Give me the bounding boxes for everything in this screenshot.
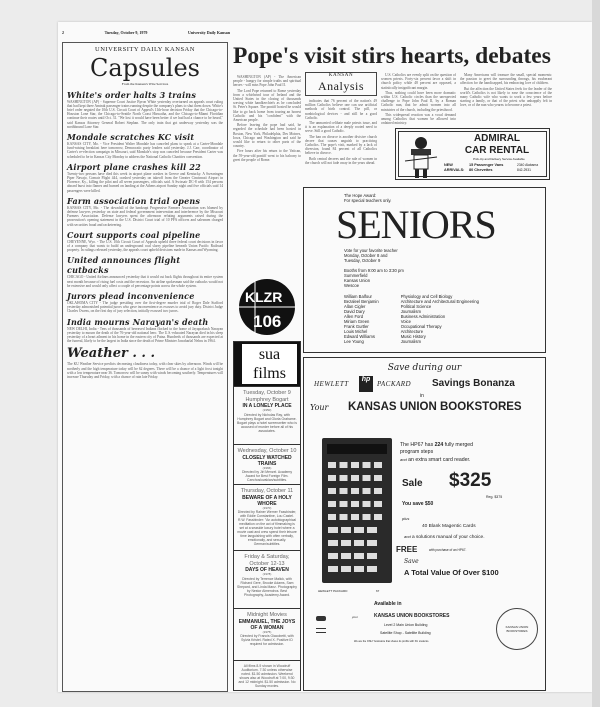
calculator-key	[340, 514, 348, 520]
calculator-key	[374, 488, 382, 494]
film-date: Friday & Saturday, October 12-13	[244, 554, 290, 567]
save-during-heading: Save during our	[387, 363, 462, 373]
calculator-key	[351, 488, 359, 494]
nominee-department: Voice	[400, 319, 411, 324]
calculator-key	[328, 566, 338, 572]
vote-line: Tuesday, October 9	[344, 258, 381, 263]
folio-paper: University Daily Kansan	[187, 30, 230, 35]
your-script: your	[352, 615, 358, 619]
article-paragraph: The ban on divorce is another divisive church decree that causes anguish to practicing Catholics. The pope's visit, marked by a lack of diversion, found 84 percent of all Catholics believe in divorce.	[305, 134, 377, 156]
regular-price: Reg. $375	[486, 495, 503, 499]
booth-location: Kansas Union	[344, 278, 371, 283]
calculator-key	[351, 475, 359, 481]
calculator-key	[354, 540, 364, 546]
article-headline: Pope's visit stirs hearts, debates	[233, 43, 551, 69]
film-date: Tuesday, October 9	[243, 390, 291, 396]
capsule-body: Twenty-two persons have died this week in airport plane crashes in Greece and Kentucky. A Swearingen Piper Navajo, Comair Flight 444, crashed yesterday on takeoff from the Greater Cincinnati Airport in Florence, Ky., killing the pilot and all seven passengers, officials said. A Swissair DC-8 with 154 persons aboard burst into flames and burned on landing at the Athens airport Sunday night and five officials said 14 passengers were killed.	[67, 171, 223, 193]
calculator-key	[363, 475, 371, 481]
film-listing	[234, 386, 300, 444]
nominee-name: Bezaleel Benjamin	[344, 299, 379, 304]
capsule-headline: India mourns Narayan's death	[67, 316, 209, 327]
capsule-headline: Mondale scratches KC visit	[67, 131, 195, 142]
calculator-key	[374, 475, 382, 481]
calculator-key	[351, 514, 359, 520]
film-listing	[234, 550, 300, 608]
article-column-1	[233, 75, 301, 255]
capsules-section	[62, 42, 228, 692]
calculator-key	[367, 566, 377, 572]
film-desc: Directed by Francis Giacobetti, with Sylvia Kristel. Rated X. Positive ID required for admission.	[240, 634, 294, 647]
calculator-key	[328, 475, 336, 481]
capsule-headline: Weather . . .	[67, 346, 155, 362]
film-year: (1970)	[262, 505, 272, 510]
film-title: DAYS OF HEAVEN	[245, 567, 289, 573]
admiral-title-1: ADMIRAL	[473, 133, 521, 144]
available-in: Available in	[374, 601, 402, 607]
nominee-name: Allen Ford	[344, 314, 364, 319]
film-desc: Directed by Terrence Malick, with Richard Gere, Brooke Adams, Sam Shepard, and Linda Manz. Photography by Nestor Almendros. Best Photography, Academy Award.	[237, 576, 297, 597]
calculator-key	[367, 540, 377, 546]
calculator-key	[351, 501, 359, 507]
film-desc: Directed by Nicholas Ray, with Humphrey Bogart and Gloria Grahame. Bogart plays a hotel screenwriter who is accused of murder before all of his associates.	[237, 412, 297, 433]
capsule-body: KANSAS CITY, Mo. - Vice President Walter Mondale has canceled plans to speak at a Carter-Mondale fund-raising breakfast here tomorrow, Democratic party leaders said yesterday. J.J. Carr, coordinator of Carter's re-election campaign in Missouri, said Mondale's stop was canceled because President Carter was scheduled to be in Kansas City Monday to address the National Catholic Charities convention.	[67, 141, 223, 159]
capsule-body: WASHINGTON (AP) - Supreme Court Justice Byron White yesterday overturned an appeals court ruling that had kept three Amtrak passenger trains running despite the company's plans to shut them down. White's brief order negated the 10th U.S. Circuit Court of Appeal's 11th-hour decision Friday that the Chicago-to-Houston Lone Star, the Chicago-to-Seattle North Coast Hiawatha, and the Chicago-to-Miami Floridian continue their routes until Oct. 31. "We lost it would have been better if we had had a chance to be heard," said Kansas Attorney General Robert Stephan. The only train that got underway yesterday was the northbound Lone Star.	[67, 99, 223, 129]
free-note: with purchase of an HP67.	[429, 548, 467, 552]
capsule-body: CHEYENNE, Wyo. - The U.S. 10th Circuit Court of Appeals upheld three federal court decisions in favor of a company that wants to build an underground coal slurry pipeline beneath Union Pacific Railroad property. In rulings released yesterday, the appeals court upheld decisions made in Kansas and Wyoming.	[67, 239, 223, 253]
vote-line: Vote for your favorite teacher	[344, 248, 398, 253]
sua-films-listing	[233, 341, 301, 691]
film-year: (1978)	[262, 572, 272, 576]
store-name: KANSAS UNION BOOKSTORES	[348, 401, 522, 413]
folio-date: Tuesday, October 9, 1979	[104, 30, 148, 35]
calc-caption-model: 67	[376, 589, 380, 593]
nominee-name: William Balfour	[344, 294, 372, 299]
calculator-key	[374, 514, 382, 520]
article-paragraph: The Lord Pope returned to Rome yesterday from a whirlwind tour of Ireland and the United States in the closing of thousands waving white handkerchiefs as he concluded St. Peter's Square. The pontiff hosted he would like to go back home from touring an honest Catholic and his "confident" with the American people.	[233, 88, 301, 123]
nominee-name: Louis Michel	[344, 329, 368, 334]
nominee-name: Miriam Green	[344, 319, 370, 324]
admiral-address: 2340 Alabama	[517, 163, 539, 167]
calculator-key	[328, 527, 338, 533]
nominee-department: Physiology and Cell Biology	[400, 294, 453, 299]
calculator-key	[341, 553, 351, 559]
nominee-department: Journalism	[400, 309, 421, 314]
profit-footnote: We are the ONLY bookstore that shares its profits with KU students.	[354, 640, 430, 643]
mascot-illustration-icon	[403, 135, 441, 179]
admiral-tagline: Pick-Up and Delivery Service Available	[473, 157, 525, 161]
capsules-subtitle: From the Kansan's Wire Services	[121, 82, 169, 86]
hp-copy: program steps	[400, 449, 434, 455]
hp-logo-icon: hp	[359, 376, 373, 392]
program-steps-count: 224	[434, 442, 444, 448]
radio-frequency: 106	[253, 312, 282, 331]
store-location: Level 2 Main Union Building	[384, 623, 428, 627]
film-date: Wednesday, October 10	[237, 448, 297, 454]
credit-card-icon	[316, 628, 326, 633]
total-value: A Total Value Of Over $100	[404, 568, 499, 577]
calculator-key	[354, 527, 364, 533]
hp-copy: fully merged	[444, 442, 473, 448]
nominee-department: Journalism	[400, 339, 421, 344]
article-column-3	[381, 73, 456, 125]
nominee-department: Business Administration	[400, 314, 446, 319]
analysis-kicker: KANSAN	[328, 73, 354, 78]
save-script: Save	[404, 558, 419, 565]
arrivals-label: ARRIVALS:	[444, 167, 465, 172]
nominee-name: Frank Gurtler	[344, 324, 369, 329]
scan-margin	[592, 0, 600, 707]
article-paragraph: indicates that 76 percent of the nation's 49 million Catholics believe one can use artificial methods of birth control. The pill, or nonbiological devices - and still be a good Catholic.	[305, 99, 377, 120]
nominee-department: Architecture	[400, 329, 424, 334]
article-paragraph: Before leaving the pope had said, he regarded the schedule had been hosted in Boston, New York, Philadelphia, Des Moines, Iowa, Chicago and Washington and said he would like to return to other parts of the country.	[233, 123, 301, 149]
calculator-display	[327, 444, 387, 454]
new-label: NEW	[444, 163, 453, 167]
hp-brand-right: PACKARD	[377, 380, 412, 388]
calculator-key	[341, 566, 351, 572]
capsule-headline: United announces flight cutbacks	[67, 255, 181, 276]
hope-award-intro: For special teachers only.	[344, 198, 392, 203]
calculator-key	[340, 488, 348, 494]
sale-price: $325	[449, 470, 492, 491]
calculator-key	[328, 553, 338, 559]
booth-location: Wescoe	[344, 283, 360, 288]
nominee-department: Music History	[400, 334, 426, 339]
film-year: (1950)	[262, 408, 272, 412]
calculator-key	[363, 514, 371, 520]
you-save: You save $50	[402, 501, 434, 507]
calculator-key	[367, 527, 377, 533]
store-location: Satellite Shop - Satellite Building	[380, 631, 431, 635]
film-desc: Directed by Jiri Menzel. Academy Award for Best Foreign Film. Czechoslovakian/subtitles.	[241, 470, 293, 483]
solutions-manual: a solutions manual of your choice.	[412, 535, 485, 540]
nominee-name: Allan Cigler	[344, 304, 366, 309]
your-script: Your	[310, 403, 329, 412]
film-date: Midnight Movies	[247, 612, 287, 618]
admiral-car-rental-ad	[395, 128, 550, 180]
article-paragraph: The unmarried celibate male priests issue, and it is an explanation of a deeply rooted need to serve. Still a good Catholic.	[305, 121, 377, 134]
calculator-key	[340, 501, 348, 507]
calculator-key	[354, 553, 364, 559]
film-listing	[234, 444, 300, 484]
film-title: EMMANUEL, THE JOYS OF A WOMAN	[238, 618, 296, 631]
admiral-title-2: CAR RENTAL	[464, 145, 530, 156]
seniors-hope-award-ad	[303, 187, 546, 353]
capsule-headline: Court supports coal pipeline	[67, 229, 201, 240]
article-paragraph: Many Americans will treasure the small, special moments: the passion to greet the surrounding throngs, his exuberant affection for the handicapped, his embracing love of children.	[460, 73, 552, 86]
capsule-body: KANSAS CITY, Mo. - The downfall of the bankrupt Progressive Farmers Association was blamed by defense lawyers yesterday on state and federal government intervention and interference by the Missouri Farmers Association. Defense lawyers spent the afternoon refuting arguments raised during the prosecution's opening statement in the U.S. District Court trial of 10 PFA officers and salesmen charged with securities fraud and racketeering.	[67, 205, 223, 227]
capsule-headline: Farm association trial opens	[67, 195, 201, 206]
hp-savings-bonanza-ad	[303, 357, 546, 691]
calc-caption-brand: HEWLETT PACKARD	[318, 589, 348, 593]
capsule-body: OKLAHOMA CITY - The judge presiding over the first-degree murder trial of Roger Dale Stafford yesterday admonished potential jurors who gave inconvenience as excuses to avoid jury duty. District Judge Charles Owens, on the first day of jury selection, initially excused two jurors.	[67, 300, 223, 314]
nominee-department: Architecture and Architectural Engineering	[400, 299, 479, 304]
arrival-item: 80 Chevettes	[469, 167, 493, 172]
calculator-key	[328, 462, 336, 468]
and-script: and	[400, 457, 407, 462]
article-paragraph: U.S. Catholics are evenly split on the question of women priests. Forty-six percent favor a shift in church policy while 48 percent are opposed, a statistically insignificant margin.	[381, 73, 456, 90]
admiral-phone: 842-2931	[517, 167, 531, 172]
calculator-key	[341, 527, 351, 533]
capsules-title: Capsules	[89, 54, 200, 82]
calculator-key	[328, 488, 336, 494]
film-desc: Directed by Rainer Werner Fassbinder, with Eddie Constantine, Lou Castel. R.W. Fassbinder: "An autobiographical meditation on the act of filmmaking is set at a seaside luxury hotel where a movie cast and crew spend their leisure time languishing with often verbally, emotionally, and sexually. German/subtitles.	[237, 510, 297, 547]
film-title: IN A LONELY PLACE	[242, 403, 292, 409]
film-title: BEWARE OF A HOLY WHORE	[242, 494, 292, 507]
film-year: (1966)	[262, 465, 272, 470]
nominee-name: Edward Williams	[344, 334, 375, 339]
film-year: (1975)	[262, 629, 272, 634]
blank-cards: 40 Blank Magentic Cards	[422, 524, 476, 529]
seniors-title: SENIORS	[336, 202, 496, 247]
calculator-key	[328, 514, 336, 520]
calculator-key	[328, 501, 336, 507]
radio-call-letters: KLZR	[245, 289, 283, 305]
capsule-headline: Jurors plead inconvenience	[67, 290, 195, 301]
bookstore-seal-icon	[496, 608, 538, 650]
calculator-key	[340, 462, 348, 468]
capsule-body: CHICAGO - United Airlines announced yesterday that it would cut back flights throughout its entire system next month because of rising fuel costs and the recession. An airline spokesman said the cutbacks would not be extensive and would only affect a couple of percentage points across the whole system.	[67, 275, 223, 288]
film-date: Thursday, October 11	[240, 488, 294, 494]
in-label: in	[420, 393, 424, 399]
sua-logo-line: sua	[258, 346, 281, 363]
free-label: FREE	[396, 545, 418, 554]
calculator-key	[354, 566, 364, 572]
booth-location: Summerfield	[344, 273, 368, 278]
calculator-key	[363, 462, 371, 468]
analysis-label: Analysis	[318, 79, 364, 93]
article-paragraph: Both central decrees and the rule of women in the church will not fade away in the years ahead.	[305, 156, 377, 165]
and-script: and	[404, 534, 411, 539]
calculator-key	[374, 501, 382, 507]
nominee-department: Occupational Therapy	[400, 324, 442, 329]
film-presenter: Humphrey Bogart	[245, 396, 289, 403]
film-listing	[234, 608, 300, 660]
radio-station-logo-icon	[235, 278, 299, 336]
sua-footer: All films 8-9 shown in Woodruff Auditorium. 7:30 unless otherwise noted. $1.50 admission. Weekend shows also at Woodruff at 7:00, 9:30 and 12 midnight. $1.50 admission. No Sunday movies.	[234, 660, 300, 691]
capsule-headline: Airport plane crashes kill 22	[67, 161, 201, 172]
credit-card-icon	[316, 616, 326, 621]
capsule-headline: White's order halts 3 trains	[67, 89, 197, 100]
calculator-key	[340, 475, 348, 481]
article-paragraph: WASHINGTON (AP) - The American people - hungry for simple truths and spiritual heroes - will miss Pope John Paul II.	[233, 75, 301, 88]
calculator-key	[367, 553, 377, 559]
klzr-106-logo	[233, 278, 301, 336]
calculator-key	[341, 540, 351, 546]
booths-hours: Booths from 9:00 am to 3:30 pm	[344, 268, 404, 273]
folio-page: 2	[62, 30, 64, 35]
vote-line: Monday, October 8 and	[344, 253, 388, 258]
sale-label: Sale	[402, 478, 423, 489]
hope-award-intro: The Hope Award:	[344, 193, 377, 198]
sua-films-logo	[234, 342, 300, 386]
calculator-key	[374, 462, 382, 468]
hp-copy: an extra smart card reader.	[408, 457, 471, 463]
seal-text: KANSAS UNION BOOKSTORES	[505, 625, 529, 633]
hp67-calculator-image	[322, 438, 392, 583]
capsule-body: The KU Weather Service predicts decreasing cloudiness today, with clear skies by afternoon. Winds will be northerly and the high temperature today will be 62 degrees. There will be a chance of a light frost tonight with a low temperature near 36. Tomorrow will be sunny with winds becoming southerly. Temperatures will increase Thursday and Friday, with a chance of rain late Friday.	[67, 362, 223, 380]
article-paragraph: But the affection the United States feels for the leader of the world's Catholics is not likely to ease the conscience of the many Catholic wife who wants to work a few years before starting a family, or that of the priest who unhappily felt in love, or of the nun who yearns to become a priest.	[460, 86, 552, 108]
article-paragraph: This widespread reaction was a vocal demand among Catholics that women be allowed into ordained ministry.	[381, 112, 456, 125]
page-folio	[62, 30, 230, 35]
hp-copy: The HP67 has	[400, 442, 434, 448]
film-title: CLOSELY WATCHED TRAINS	[242, 454, 292, 467]
plus-script: plus	[402, 516, 410, 521]
nominee-name: David Dary	[344, 309, 365, 314]
calculator-key	[328, 540, 338, 546]
nominee-department: Political Science	[400, 304, 432, 309]
kansan-analysis-label	[305, 72, 377, 96]
savings-bonanza: Savings Bonanza	[432, 378, 515, 389]
article-column-2	[305, 99, 377, 182]
article-paragraph: Thus, nothing could have been more dramatic within U.S. Catholic circles than the unexpected challenge to Pope John Paul II, by a Roman Catholic nun, that he admit women into all ministries of the church, including the priesthood.	[381, 90, 456, 112]
sua-logo-line: films	[253, 365, 286, 382]
calculator-key	[363, 488, 371, 494]
capsule-body: NEW DELHI, India - Tens of thousands of bereaved Indians flocked to the home of Jayaprakash Narayan yesterday to mourn the death of the 76-year-old national hero. The U.S.-educated Narayan died in his sleep yesterday of a heart ailment in his home in the eastern city of Patna. Hundreds of thousands are expected at the funeral, likely to be the largest in India since the death of Prime Minister Jawaharlal Nehru in 1964.	[67, 326, 223, 344]
nominee-name: Lee Young	[344, 339, 364, 344]
arrival-item: 15 Passenger Vans	[469, 163, 504, 167]
calculator-key	[363, 501, 371, 507]
hp-brand-left: HEWLETT	[314, 380, 349, 388]
capsules-masthead: UNIVERSITY DAILY KANSAN	[95, 46, 195, 53]
store-name: KANSAS UNION BOOKSTORES	[374, 613, 450, 619]
article-paragraph: Five hours after his return to the Vatican, the 59-year-old pontiff went to his balcony to greet the people of Rome.	[233, 149, 301, 162]
calculator-key	[351, 462, 359, 468]
film-listing	[234, 484, 300, 550]
article-column-4	[460, 73, 552, 125]
